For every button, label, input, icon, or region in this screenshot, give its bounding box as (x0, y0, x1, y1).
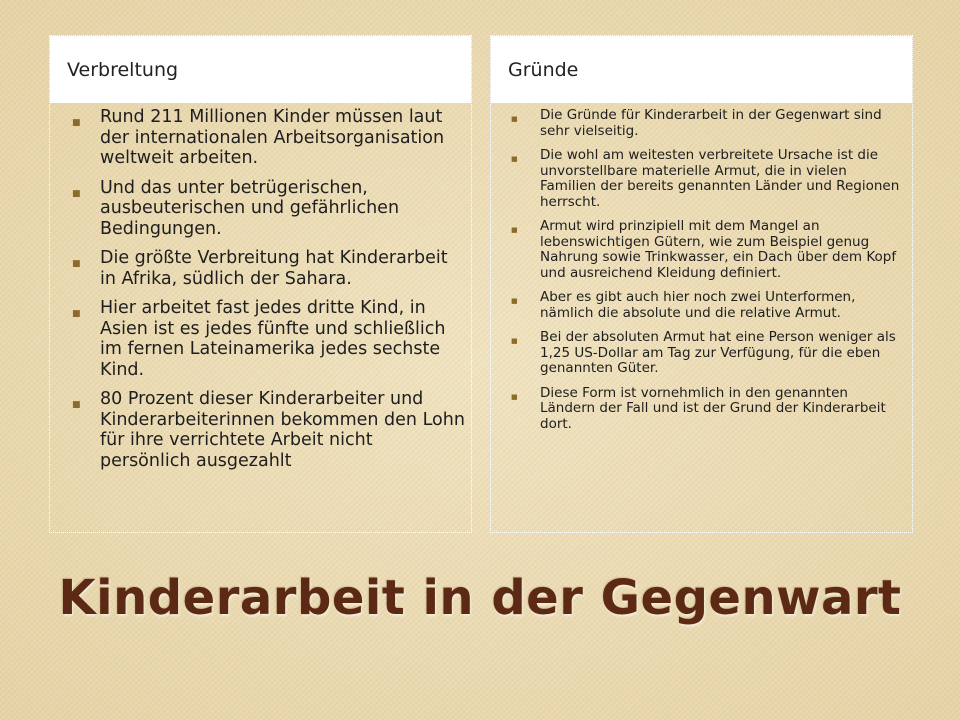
list-item-text: Die größte Verbreitung hat Kinderarbeit in Afrika, südlich der Sahara. (100, 248, 448, 289)
list-item-text: Armut wird prinzipiell mit dem Mangel an lebenswichtigen Gütern, wie zum Beispiel genug Nahrung sowie Trinkwasser, ein Dach über dem Kopf und ausreichend Kleidung definiert. (540, 218, 897, 281)
list-item (511, 290, 906, 321)
column-body (491, 103, 912, 432)
square-bullet-icon: ■ (511, 337, 518, 345)
list-item (72, 298, 465, 380)
column-body (50, 103, 471, 471)
list-item-text: Aber es gibt auch hier noch zwei Unterformen, nämlich die absolute und die relative Armut. (540, 289, 856, 321)
list-item (511, 219, 906, 281)
list-item-text: Und das unter betrügerischen, ausbeuterischen und gefährlichen Bedingungen. (100, 177, 400, 239)
list-item-text: Die wohl am weitesten verbreitete Ursache ist die unvorstellbare materielle Armut, die in vielen Familien der bereits genannten Länder und Regionen herrscht. (540, 147, 900, 210)
list-item (511, 386, 906, 433)
square-bullet-icon: ■ (72, 118, 81, 128)
column-header: Verbreltung (50, 36, 471, 103)
slide-title: Kinderarbeit in der Gegenwart (58, 570, 902, 626)
list-item-text: Hier arbeitet fast jedes dritte Kind, in Asien ist es jedes fünfte und schließlich im fernen Lateinamerika jedes sechste Kind. (100, 298, 446, 380)
square-bullet-icon: ■ (511, 115, 518, 123)
list-item-text: Die Gründe für Kinderarbeit in der Gegenwart sind sehr vielseitig. (540, 107, 882, 139)
square-bullet-icon: ■ (511, 297, 518, 305)
square-bullet-icon: ■ (72, 309, 81, 319)
list-item (72, 107, 465, 169)
list-item-text: Diese Form ist vornehmlich in den genannten Ländern der Fall und ist der Grund der Kinderarbeit dort. (540, 384, 886, 432)
list-item-text: 80 Prozent dieser Kinderarbeiter und Kinderarbeiterinnen bekommen den Lohn für ihre verrichtete Arbeit nicht persönlich ausgezahlt (100, 389, 465, 471)
list-item (511, 330, 906, 377)
list-item-text: Rund 211 Millionen Kinder müssen laut der internationalen Arbeitsorganisation weltweit arbeiten. (100, 107, 445, 168)
square-bullet-icon: ■ (511, 226, 518, 234)
list-item (511, 108, 906, 139)
list-item-text: Bei der absoluten Armut hat eine Person weniger als 1,25 US-Dollar am Tag zur Verfügung, für die eben genannten Güter. (540, 329, 896, 376)
list-item (72, 389, 465, 471)
list-item (511, 148, 906, 210)
square-bullet-icon: ■ (72, 188, 81, 199)
list-item (72, 248, 465, 289)
column-header: Gründe (491, 36, 912, 103)
bullet-list (50, 103, 471, 471)
bullet-list (491, 103, 912, 432)
square-bullet-icon: ■ (511, 392, 518, 401)
square-bullet-icon: ■ (72, 400, 81, 410)
square-bullet-icon: ■ (511, 155, 518, 163)
square-bullet-icon: ■ (72, 259, 81, 269)
column-verbreitung (49, 35, 472, 533)
column-gruende (490, 35, 913, 533)
list-item (72, 178, 465, 240)
